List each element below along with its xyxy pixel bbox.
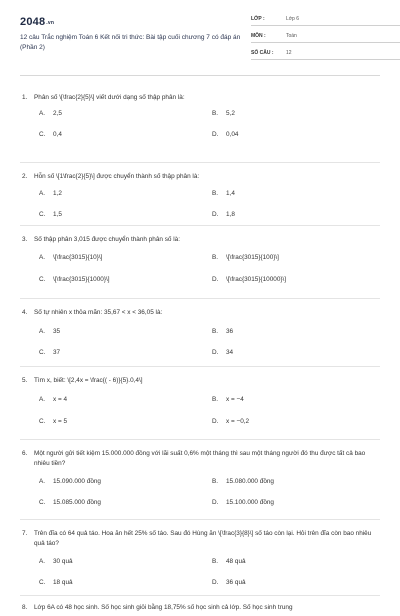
option-c[interactable] <box>20 578 193 588</box>
option-text: 18 quả <box>53 579 73 586</box>
option-text: x = 5 <box>53 418 68 425</box>
option-letter: C. <box>39 349 46 356</box>
question-3 <box>20 226 380 299</box>
option-a[interactable] <box>20 327 193 337</box>
option-a[interactable] <box>20 477 193 487</box>
option-letter: D. <box>212 349 219 356</box>
option-text: 2,5 <box>53 110 62 117</box>
meta-class-row <box>251 13 400 26</box>
question-8 <box>20 596 380 616</box>
option-text: 35 <box>53 328 61 335</box>
meta-count-label: SỐ CÂU : <box>251 50 274 56</box>
logo-suffix: .vn <box>46 20 55 26</box>
option-b[interactable] <box>193 557 366 567</box>
question-number: 5. <box>22 377 28 384</box>
option-letter: D. <box>212 211 219 218</box>
option-c[interactable] <box>20 417 193 427</box>
option-text: 0,04 <box>226 131 239 138</box>
option-letter: A. <box>39 110 46 117</box>
question-number: 8. <box>22 604 28 611</box>
question-2 <box>20 163 380 226</box>
option-letter: C. <box>39 276 46 283</box>
option-c[interactable] <box>20 498 193 508</box>
question-body: Số tự nhiên x thỏa mãn: 35,67 < x < 36,05 là: <box>34 309 163 316</box>
question-1 <box>20 84 380 163</box>
meta-panel <box>251 13 400 64</box>
meta-class-value: Lớp 6 <box>286 16 300 22</box>
option-a[interactable] <box>20 395 193 405</box>
option-letter: B. <box>212 478 219 485</box>
option-a[interactable] <box>20 557 193 567</box>
option-letter: A. <box>39 558 46 565</box>
question-body: Trên đĩa có 64 quả táo. Hoa ăn hết 25% số táo. Sau đó Hùng ăn \[\frac{3}{8}\] số táo còn lại. Hỏi trên đĩa còn bao nhiêu quả táo? <box>34 530 372 547</box>
question-5 <box>20 367 380 440</box>
option-text: x = 4 <box>53 396 68 403</box>
option-letter: A. <box>39 328 46 335</box>
option-text: 15.090.000 đồng <box>53 478 101 485</box>
question-7 <box>20 520 380 596</box>
option-text: \[\frac{3015}{10}\] <box>53 254 103 261</box>
option-c[interactable] <box>20 130 193 140</box>
option-c[interactable] <box>20 348 193 358</box>
option-text: 36 <box>226 328 234 335</box>
option-letter: A. <box>39 478 46 485</box>
meta-count-value: 12 <box>286 50 292 56</box>
question-number: 6. <box>22 450 28 457</box>
option-text: x = −4 <box>226 396 244 403</box>
option-b[interactable] <box>193 327 366 337</box>
option-a[interactable] <box>20 109 193 119</box>
option-letter: D. <box>212 499 219 506</box>
option-text: 15.080.000 đồng <box>226 478 274 485</box>
option-letter: B. <box>212 396 219 403</box>
option-text: 37 <box>53 349 61 356</box>
option-text: 15.085.000 đồng <box>53 499 101 506</box>
option-text: 1,5 <box>53 211 62 218</box>
option-b[interactable] <box>193 189 366 199</box>
option-letter: B. <box>212 110 219 117</box>
option-d[interactable] <box>193 275 366 285</box>
question-body: Tìm x, biết: \[2,4x = \frac{( - 6)}{5}.0,4\] <box>34 377 143 384</box>
option-text: 30 quả <box>53 558 73 565</box>
question-text <box>20 603 380 613</box>
option-c[interactable] <box>20 210 193 220</box>
question-body: Lớp 6A có 48 học sinh. Số học sinh giỏi bằng 18,75% số học sinh cả lớp. Số học sinh trung <box>34 604 293 611</box>
option-text: \[\frac{3015}{10000}\] <box>226 276 287 283</box>
question-body: Hỗn số \[1\frac{2}{5}\] được chuyển thành số thập phân là: <box>34 173 200 180</box>
option-a[interactable] <box>20 189 193 199</box>
option-b[interactable] <box>193 253 366 263</box>
answer-options <box>20 109 380 140</box>
question-list <box>20 76 380 616</box>
question-text <box>20 376 380 386</box>
question-text <box>20 449 380 469</box>
option-letter: B. <box>212 190 219 197</box>
meta-subject-row <box>251 30 400 43</box>
option-a[interactable] <box>20 253 193 263</box>
question-text <box>20 529 380 549</box>
option-letter: A. <box>39 254 46 261</box>
option-text: 34 <box>226 349 234 356</box>
question-text <box>20 93 380 103</box>
option-d[interactable] <box>193 417 366 427</box>
option-letter: B. <box>212 558 219 565</box>
option-d[interactable] <box>193 210 366 220</box>
option-letter: D. <box>212 418 219 425</box>
option-text: 48 quả <box>226 558 246 565</box>
question-body: Số thập phân 3,015 được chuyển thành phân số là: <box>34 236 180 243</box>
question-number: 1. <box>22 94 28 101</box>
option-letter: C. <box>39 131 46 138</box>
option-text: 0,4 <box>53 131 62 138</box>
option-text: 15.100.000 đồng <box>226 499 274 506</box>
option-b[interactable] <box>193 109 366 119</box>
option-text: 5,2 <box>226 110 235 117</box>
option-text: 1,2 <box>53 190 62 197</box>
option-text: \[\frac{3015}{100}\] <box>226 254 279 261</box>
option-letter: C. <box>39 499 46 506</box>
option-text: 1,4 <box>226 190 235 197</box>
question-body: Một người gửi tiết kiệm 15.000.000 đồng với lãi suất 0,6% một tháng thì sau một tháng người đó thu được tất cả bao nhiêu tiền? <box>34 450 366 467</box>
option-letter: A. <box>39 396 46 403</box>
question-6 <box>20 440 380 520</box>
question-text <box>20 172 380 182</box>
question-body: Phân số \[\frac{2}{5}\] viết dưới dạng số thập phân là: <box>34 94 185 101</box>
option-b[interactable] <box>193 395 366 405</box>
option-letter: C. <box>39 579 46 586</box>
answer-options <box>20 189 380 220</box>
option-letter: B. <box>212 328 219 335</box>
meta-class-label: LỚP : <box>251 16 265 22</box>
site-logo[interactable] <box>20 16 54 28</box>
option-letter: D. <box>212 131 219 138</box>
option-letter: D. <box>212 276 219 283</box>
option-c[interactable] <box>20 275 193 285</box>
option-text: 1,8 <box>226 211 235 218</box>
option-letter: D. <box>212 579 219 586</box>
option-d[interactable] <box>193 578 366 588</box>
question-text <box>20 235 380 245</box>
answer-options <box>20 327 380 358</box>
meta-count-row <box>251 47 400 60</box>
option-text: 36 quả <box>226 579 246 586</box>
answer-options <box>20 395 380 427</box>
option-letter: B. <box>212 254 219 261</box>
question-number: 4. <box>22 309 28 316</box>
option-d[interactable] <box>193 130 366 140</box>
question-number: 2. <box>22 173 28 180</box>
meta-subject-value: Toán <box>286 33 297 39</box>
logo-text: 2048 <box>20 16 46 28</box>
question-4 <box>20 299 380 367</box>
option-d[interactable] <box>193 348 366 358</box>
option-text: x = −0,2 <box>226 418 250 425</box>
worksheet-header <box>20 0 380 76</box>
option-text: \[\frac{3015}{1000}\] <box>53 276 110 283</box>
meta-subject-label: MÔN : <box>251 33 266 39</box>
document-title: 12 câu Trắc nghiệm Toán 6 Kết nối tri thức: Bài tập cuối chương 7 có đáp án (Phần 2) <box>20 34 241 51</box>
answer-options <box>20 253 380 285</box>
question-number: 7. <box>22 530 28 537</box>
question-text <box>20 308 380 318</box>
option-letter: A. <box>39 190 46 197</box>
option-letter: C. <box>39 211 46 218</box>
question-number: 3. <box>22 236 28 243</box>
answer-options <box>20 557 380 588</box>
answer-options <box>20 477 380 508</box>
option-d[interactable] <box>193 498 366 508</box>
option-letter: C. <box>39 418 46 425</box>
option-b[interactable] <box>193 477 366 487</box>
